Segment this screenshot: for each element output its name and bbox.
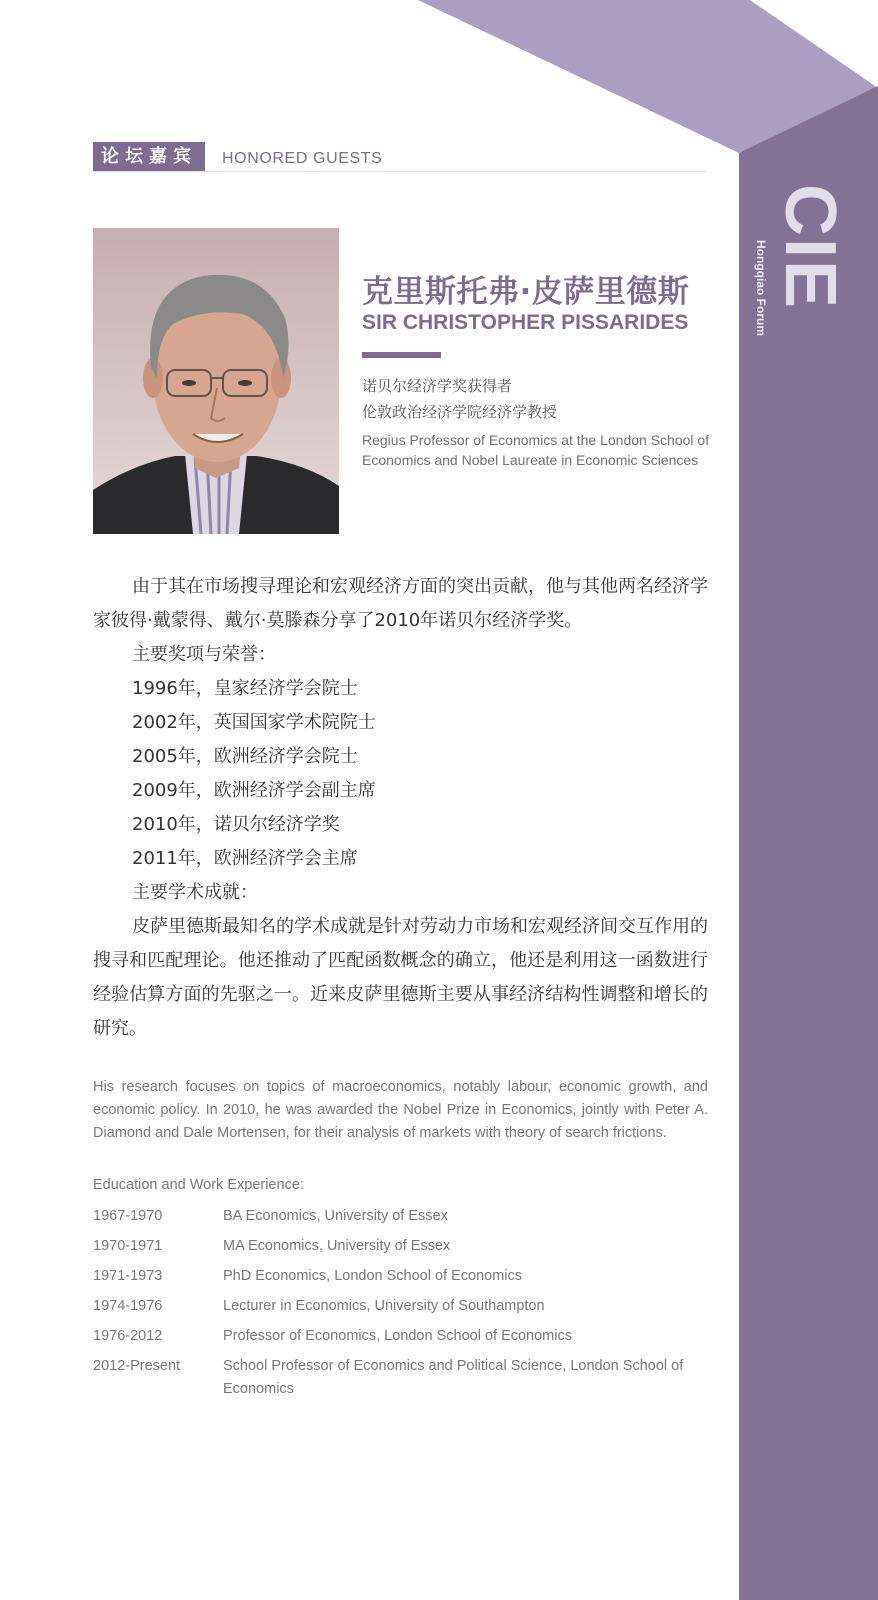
logo-subtitle: Hongqiao Forum: [754, 240, 768, 336]
education-desc: School Professor of Economics and Political Science, London School of Economics: [223, 1358, 684, 1397]
portrait-photo: [93, 228, 339, 534]
education-row: [93, 1205, 708, 1228]
education-row: [93, 1295, 708, 1318]
education-label: Education and Work Experience:: [93, 1177, 304, 1193]
education-desc: MA Economics, University of Essex: [223, 1238, 451, 1254]
guest-title-en: Regius Professor of Economics at the London School of Economics and Nobel Laureate in Economic Sciences: [362, 432, 710, 468]
education-desc: Lecturer in Economics, University of Southampton: [223, 1298, 545, 1314]
honor-item: 2005年，欧洲经济学会院士: [132, 746, 358, 767]
education-row: [93, 1355, 708, 1401]
education-years: 1976-2012: [93, 1328, 163, 1344]
education-desc: BA Economics, University of Essex: [223, 1208, 448, 1224]
name-underline: [362, 352, 441, 358]
cie-logo: [748, 178, 868, 348]
section-title-en: HONORED GUESTS: [222, 150, 383, 167]
section-title-cn: 论坛嘉宾: [93, 142, 205, 171]
education-years: 1970-1971: [93, 1238, 163, 1254]
side-bar: [739, 153, 878, 1600]
achievements-heading: 主要学术成就：: [132, 882, 258, 903]
education-years: 2012-Present: [93, 1358, 181, 1374]
honor-item: 2010年，诺贝尔经济学奖: [132, 814, 340, 835]
education-years: 1967-1970: [93, 1208, 163, 1224]
education-years: 1974-1976: [93, 1298, 163, 1314]
bio-intro: 由于其在市场搜寻理论和宏观经济方面的突出贡献，他与其他两名经济学家彼得·戴蒙得、戴尔·莫滕森分享了2010年诺贝尔经济学奖。: [93, 576, 708, 631]
education-row: [93, 1265, 708, 1288]
guest-name-cn: 克里斯托弗·皮萨里德斯: [362, 274, 690, 310]
biography-en: His research focuses on topics of macroeconomics, notably labour, economic growth, and economic policy. In 2010, he was awarded the Nobel Prize in Economics, jointly with Peter A. Diamond and Dale Mortensen, for their analysis of markets with theory of search frictions.: [93, 1079, 708, 1141]
section-divider: [93, 171, 707, 172]
biography-cn: [93, 570, 708, 1046]
education-desc: PhD Economics, London School of Economics: [223, 1268, 523, 1284]
honor-item: 2009年，欧洲经济学会副主席: [132, 780, 376, 801]
achievements-text: 皮萨里德斯最知名的学术成就是针对劳动力市场和宏观经济间交互作用的搜寻和匹配理论。他还推动了匹配函数概念的确立，他还是利用这一函数进行经验估算方面的先驱之一。近来皮萨里德斯主要从事经济结构性调整和增长的研究。: [93, 916, 708, 1039]
education-years: 1971-1973: [93, 1268, 163, 1284]
section-header: [93, 142, 707, 172]
education-row: [93, 1235, 708, 1258]
honors-heading: 主要奖项与荣誉：: [132, 644, 276, 665]
guest-name-en: SIR CHRISTOPHER PISSARIDES: [362, 311, 689, 334]
guest-title-cn-2: 伦敦政治经济学院经济学教授: [362, 403, 558, 421]
education-desc: Professor of Economics, London School of Economics: [223, 1328, 572, 1344]
education-row: [93, 1325, 708, 1348]
honor-item: 2002年，英国国家学术院院士: [132, 712, 376, 733]
logo-letters: CIE: [770, 184, 850, 311]
honor-item: 2011年，欧洲经济学会主席: [132, 848, 358, 869]
honor-item: 1996年，皇家经济学会院士: [132, 678, 358, 699]
education-list: [93, 1205, 708, 1408]
guest-title-cn-1: 诺贝尔经济学奖获得者: [362, 377, 513, 395]
